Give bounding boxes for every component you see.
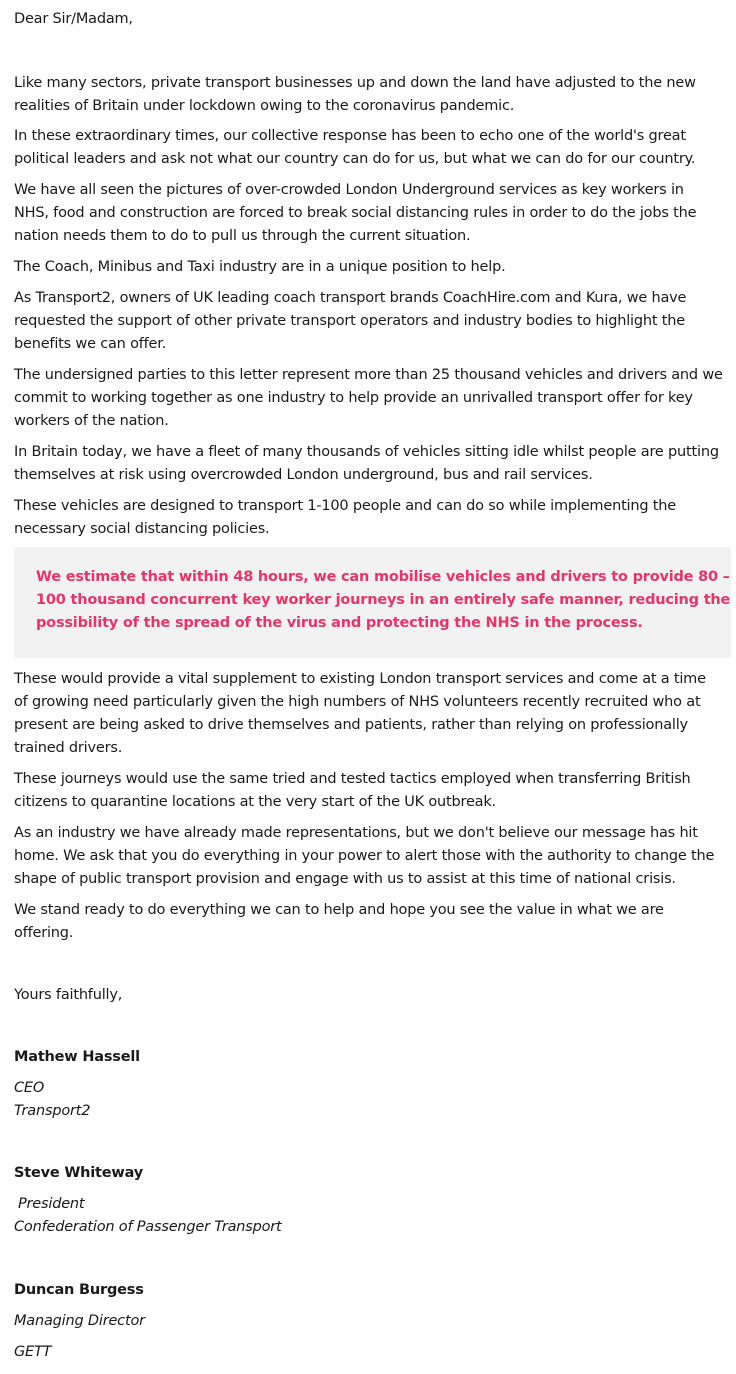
closing: Yours faithfully, (14, 987, 123, 1003)
paragraph-line: themselves at risk using overcrowded London underground, bus and rail services. (14, 467, 593, 483)
highlight-line: possibility of the spread of the virus and protecting the NHS in the process. (36, 615, 643, 631)
paragraph-line: home. We ask that you do everything in your power to alert those with the authority to change the (14, 848, 715, 864)
signatory-org: Transport2 (14, 1103, 91, 1119)
signatory-name: Steve Whiteway (14, 1165, 143, 1181)
paragraph-line: workers of the nation. (14, 413, 169, 429)
signatory-title: CEO (14, 1080, 45, 1096)
paragraph-line: Like many sectors, private transport businesses up and down the land have adjusted to the new (14, 75, 696, 91)
paragraph-line: In these extraordinary times, our collective response has been to echo one of the world's great (14, 128, 686, 144)
paragraph-line: We have all seen the pictures of over-crowded London Underground services as key workers in (14, 182, 684, 198)
paragraph-line: These vehicles are designed to transport 1-100 people and can do so while implementing the (14, 498, 676, 514)
paragraph-line: nation needs them to do to pull us through the current situation. (14, 228, 471, 244)
paragraph-line: The undersigned parties to this letter represent more than 25 thousand vehicles and drivers and we (14, 367, 723, 383)
paragraph-line: benefits we can offer. (14, 336, 167, 352)
paragraph-line: As an industry we have already made representations, but we don't believe our message has hit (14, 825, 698, 841)
paragraph-line: These would provide a vital supplement to existing London transport services and come at a time (14, 671, 706, 687)
paragraph-line: These journeys would use the same tried and tested tactics employed when transferring British (14, 771, 691, 787)
signatory-org: Confederation of Passenger Transport (14, 1219, 282, 1235)
paragraph-line: The Coach, Minibus and Taxi industry are in a unique position to help. (14, 259, 506, 275)
signatory-name: Duncan Burgess (14, 1282, 144, 1298)
paragraph-line: necessary social distancing policies. (14, 521, 270, 537)
paragraph-line: present are being asked to drive themselves and patients, rather than relying on professionally (14, 717, 688, 733)
signatory-title: Managing Director (14, 1313, 145, 1329)
paragraph-line: of growing need particularly given the high numbers of NHS volunteers recently recruited who at (14, 694, 701, 710)
signatory-org: GETT (14, 1344, 52, 1360)
paragraph-line: offering. (14, 925, 74, 941)
signatory-name: Mathew Hassell (14, 1049, 140, 1065)
highlight-line: 100 thousand concurrent key worker journeys in an entirely safe manner, reducing the (36, 592, 731, 608)
highlight-line: We estimate that within 48 hours, we can mobilise vehicles and drivers to provide 80 – (36, 569, 730, 585)
paragraph-line: political leaders and ask not what our country can do for us, but what we can do for our country. (14, 151, 696, 167)
paragraph-line: realities of Britain under lockdown owing to the coronavirus pandemic. (14, 98, 515, 114)
signatory-title: President (18, 1196, 85, 1212)
salutation: Dear Sir/Madam, (14, 11, 133, 27)
paragraph-line: shape of public transport provision and engage with us to assist at this time of national crisis. (14, 871, 676, 887)
paragraph-line: commit to working together as one industry to help provide an unrivalled transport offer for key (14, 390, 693, 406)
paragraph-line: NHS, food and construction are forced to break social distancing rules in order to do the jobs the (14, 205, 697, 221)
paragraph-line: trained drivers. (14, 740, 123, 756)
paragraph-line: We stand ready to do everything we can to help and hope you see the value in what we are (14, 902, 664, 918)
paragraph-line: In Britain today, we have a fleet of many thousands of vehicles sitting idle whilst people are putting (14, 444, 719, 460)
paragraph-line: As Transport2, owners of UK leading coach transport brands CoachHire.com and Kura, we have (14, 290, 687, 306)
paragraph-line: citizens to quarantine locations at the very start of the UK outbreak. (14, 794, 496, 810)
paragraph-line: requested the support of other private transport operators and industry bodies to highlight the (14, 313, 685, 329)
